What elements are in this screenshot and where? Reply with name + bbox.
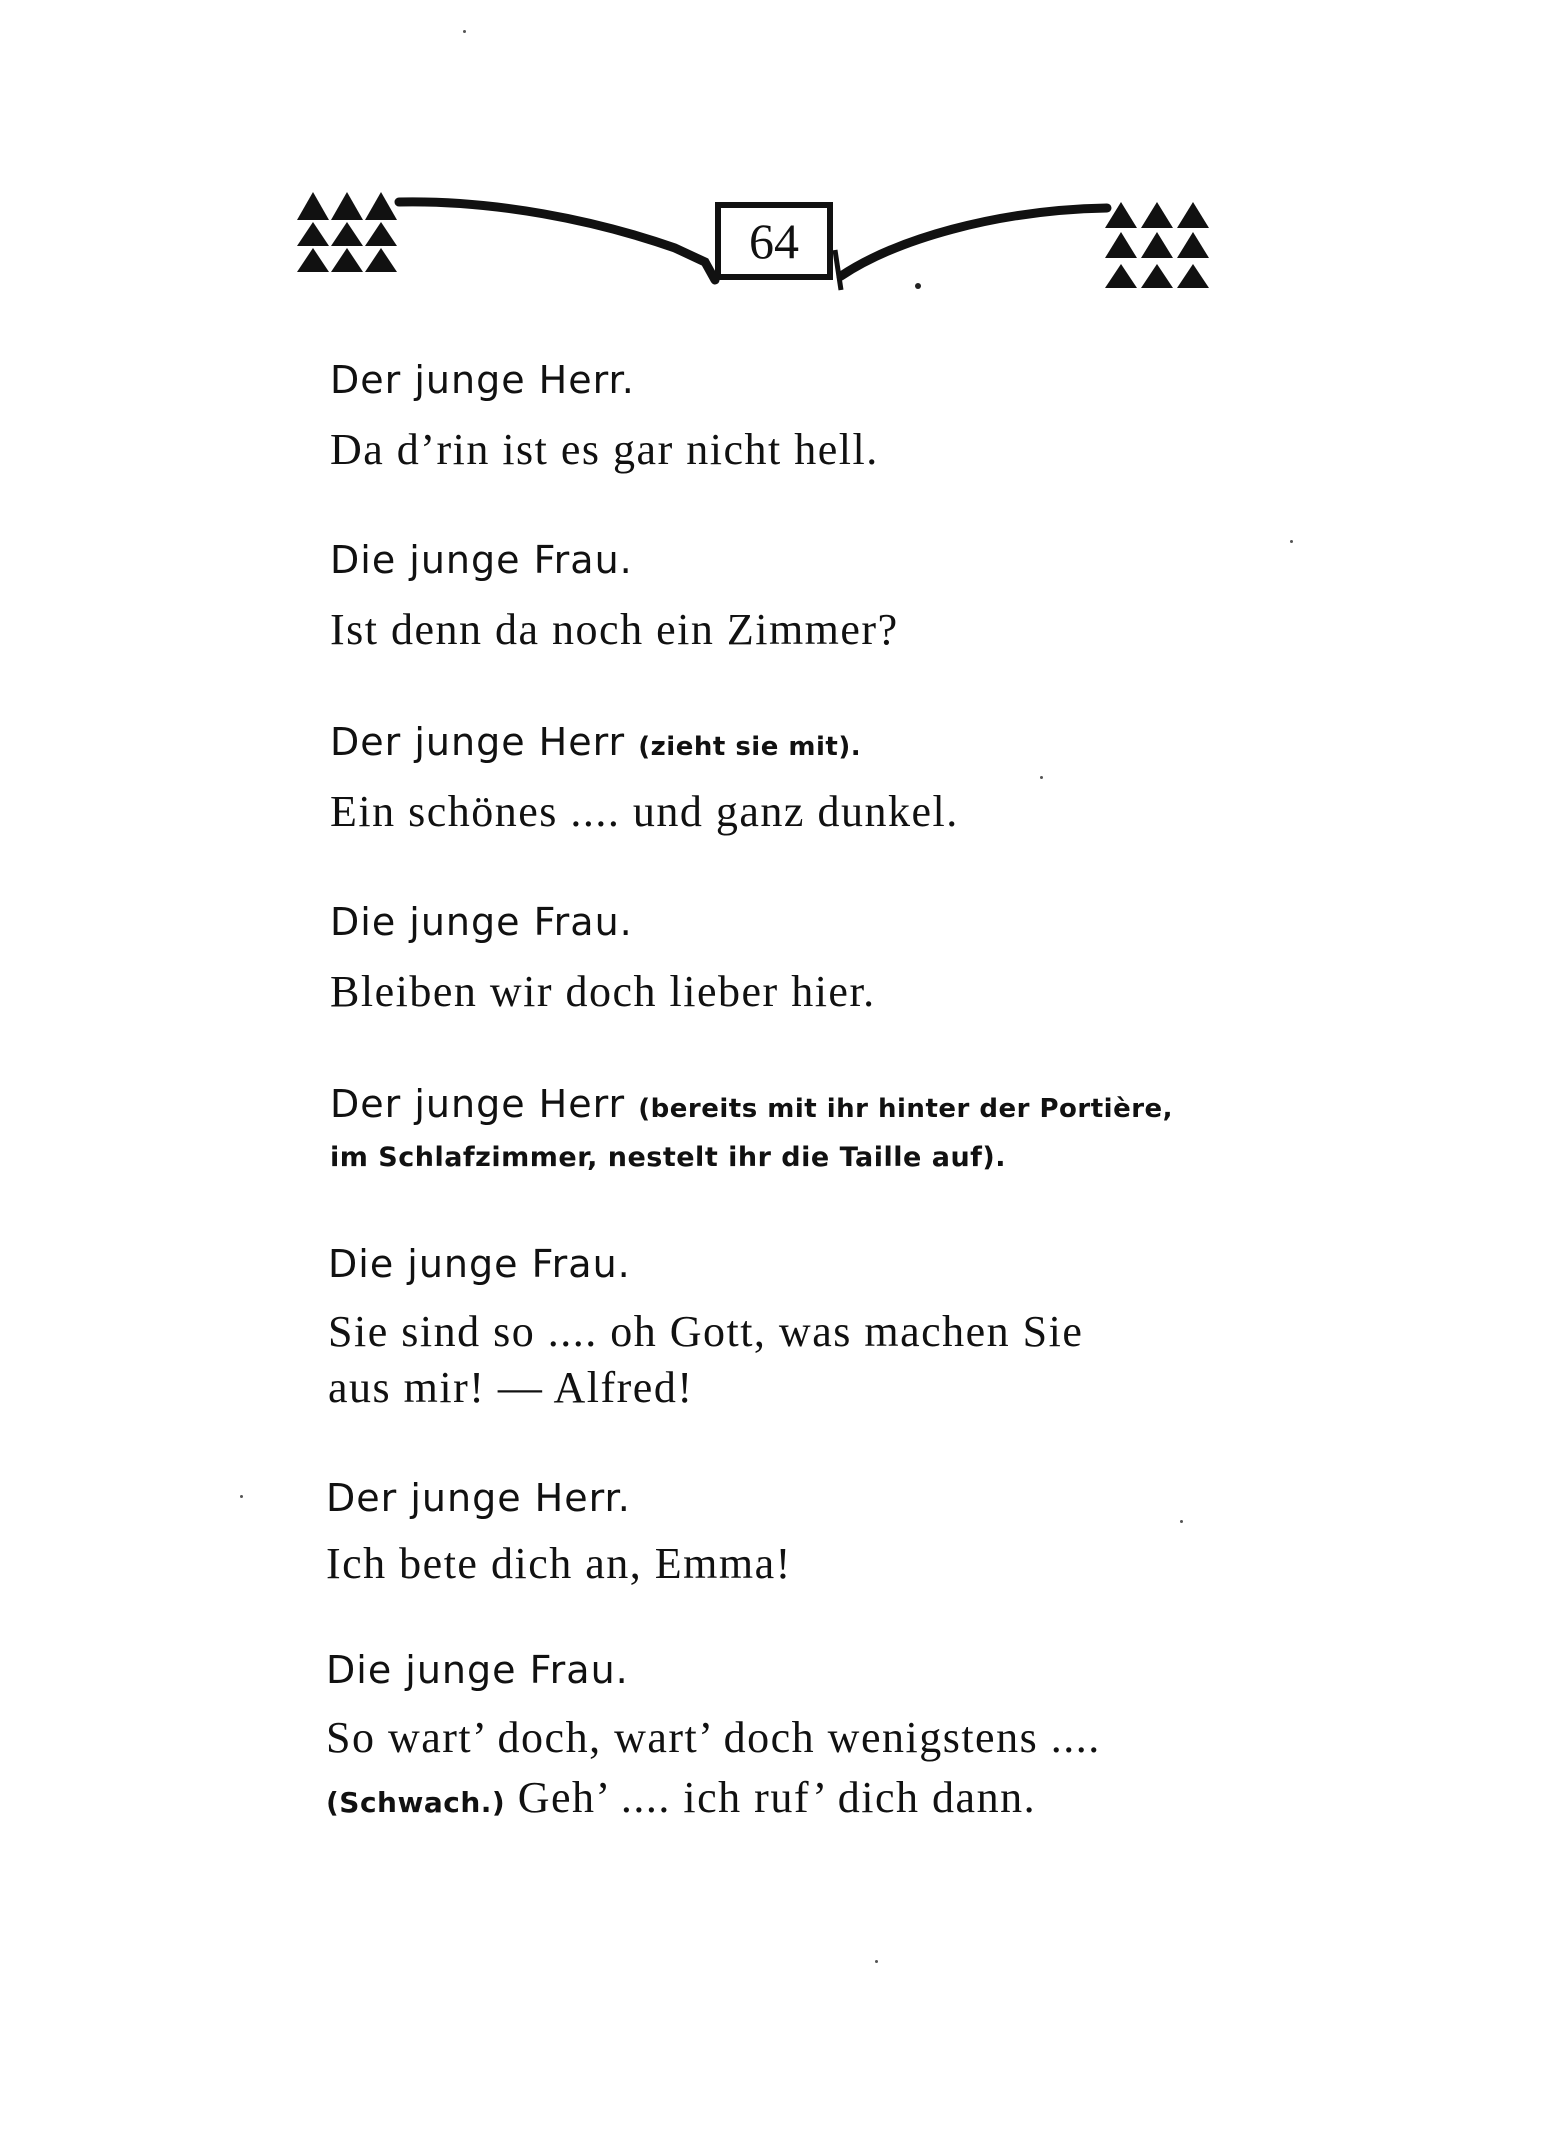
speaker-2: Die junge Frau.	[330, 538, 633, 582]
speaker-6: Die junge Frau.	[328, 1242, 631, 1286]
speaker-7: Der junge Herr.	[326, 1476, 631, 1520]
stage-direction: (bereits mit ihr hinter der Portière,	[638, 1094, 1174, 1124]
dialogue-line-3: Ein schönes .... und ganz dunkel.	[330, 787, 959, 836]
speaker-3	[330, 720, 861, 764]
dialogue-line-1: Da d’rin ist es gar nicht hell.	[330, 425, 879, 474]
dialogue-line-8b	[326, 1772, 1036, 1823]
stage-direction-continued: im Schlafzimmer, nestelt ihr die Taille auf).	[330, 1142, 1007, 1173]
right-triangle-cluster-icon	[1105, 202, 1209, 288]
scan-speck	[915, 283, 921, 289]
speaker-5	[330, 1082, 1173, 1126]
dialogue-line-6a: Sie sind so .... oh Gott, was machen Sie	[328, 1307, 1084, 1356]
scan-speck	[1290, 540, 1293, 543]
scan-speck	[875, 1960, 878, 1963]
stage-direction: (zieht sie mit).	[638, 732, 862, 762]
scan-speck	[1040, 776, 1043, 779]
speaker-1: Der junge Herr.	[330, 358, 635, 402]
dialogue-line-6b: aus mir! — Alfred!	[328, 1363, 694, 1412]
scan-speck	[463, 30, 466, 33]
dialogue-text: Geh’ .... ich ruf’ dich dann.	[517, 1773, 1037, 1822]
speaker-8: Die junge Frau.	[326, 1648, 629, 1692]
speaker-name: Der junge Herr	[330, 720, 626, 764]
scan-speck	[1180, 1520, 1183, 1523]
left-triangle-cluster-icon	[297, 192, 397, 272]
dialogue-line-2: Ist denn da noch ein Zimmer?	[330, 605, 899, 654]
speaker-4: Die junge Frau.	[330, 900, 633, 944]
page-number: 64	[715, 202, 833, 280]
dialogue-line-4: Bleiben wir doch lieber hier.	[330, 967, 876, 1016]
dialogue-line-8a: So wart’ doch, wart’ doch wenigstens ....	[326, 1713, 1101, 1762]
header-ornament	[295, 180, 1255, 320]
speaker-name: Der junge Herr	[330, 1082, 626, 1126]
scan-speck	[240, 1495, 243, 1498]
stage-direction: (Schwach.)	[326, 1786, 506, 1819]
dialogue-line-7: Ich bete dich an, Emma!	[326, 1539, 792, 1588]
